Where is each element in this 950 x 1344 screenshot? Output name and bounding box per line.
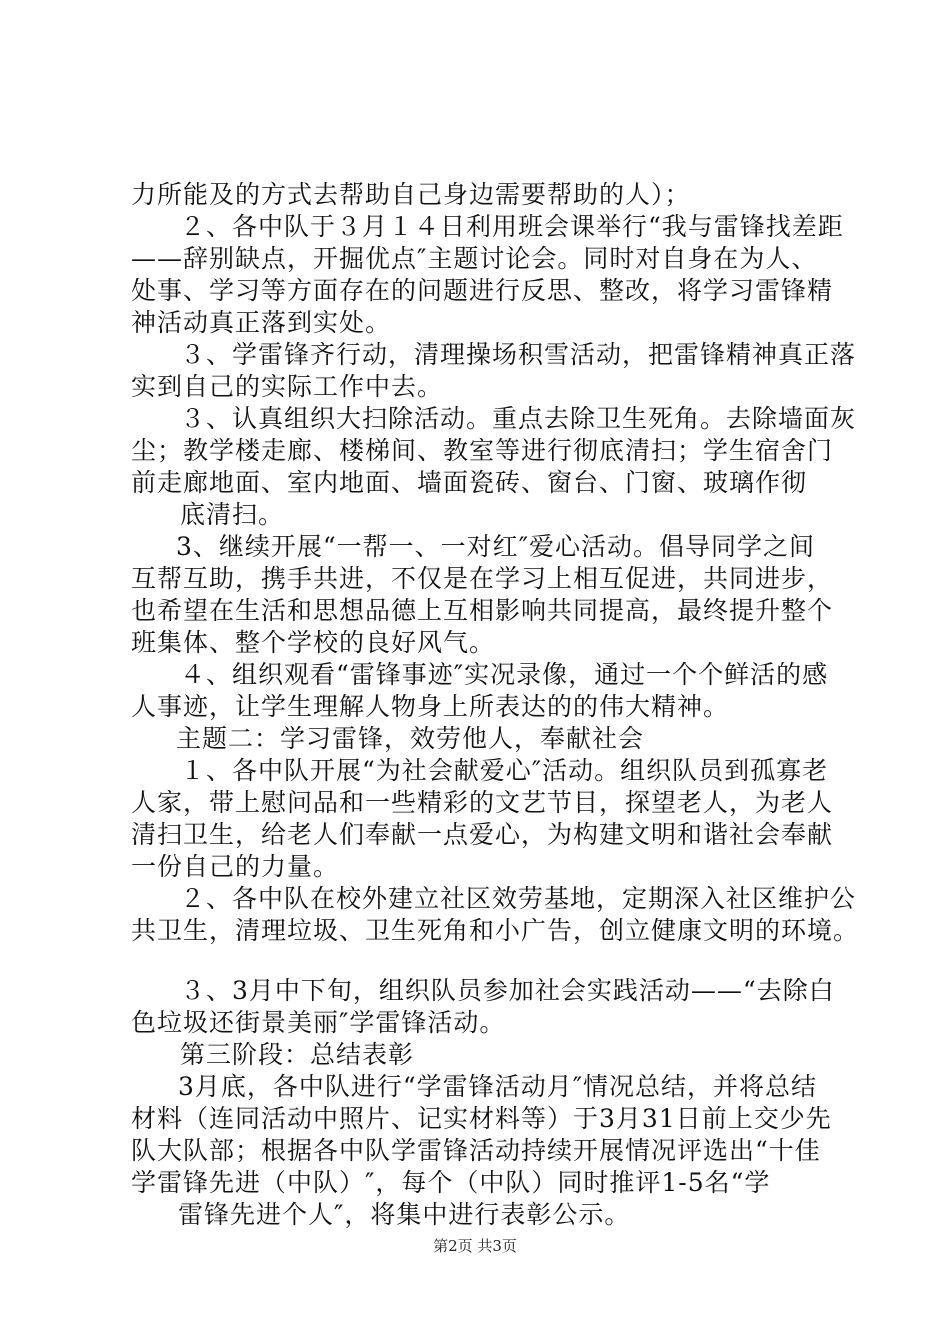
text-line: ２、各中队在校外建立社区效劳基地，定期深入社区维护公 bbox=[180, 884, 857, 913]
text-line: 学雷锋先进（中队）″，每个（中队）同时推评1-5名“学 bbox=[131, 1168, 771, 1197]
text-line: 人事迹，让学生理解人物身上所表达的的伟大精神。 bbox=[131, 692, 730, 721]
text-line: 色垃圾还街景美丽″学雷锋活动。 bbox=[131, 1008, 506, 1037]
text-line: 清扫卫生，给老人们奉献一点爱心，为构建文明和谐社会奉献 bbox=[131, 820, 834, 849]
text-line: 也希望在生活和思想品德上互相影响共同提高，最终提升整个 bbox=[131, 596, 834, 625]
text-line: 处事、学习等方面存在的问题进行反思、整改，将学习雷锋精 bbox=[131, 276, 834, 305]
text-line: 队大队部；根据各中队学雷锋活动持续开展情况评选出“十佳 bbox=[131, 1136, 821, 1165]
text-line: １、各中队开展“为社会献爱心″活动。组织队员到孤寡老 bbox=[180, 756, 829, 785]
text-line: 3月底，各中队进行“学雷锋活动月″情况总结，并将总结 bbox=[178, 1072, 818, 1101]
text-line: ４、组织观看“雷锋事迹″实况录像，通过一个个鲜活的感 bbox=[180, 660, 829, 689]
text-line: ３、3月中下旬，组织队员参加社会实践活动——“去除白 bbox=[180, 976, 835, 1005]
section-heading: 第三阶段：总结表彰 bbox=[180, 1040, 415, 1069]
text-line: 材料（连同活动中照片、记实材料等）于3月31日前上交少先 bbox=[131, 1104, 832, 1133]
text-line: 班集体、整个学校的良好风气。 bbox=[131, 628, 496, 657]
text-line: 互帮互助，携手共进，不仅是在学习上相互促进，共同进步， bbox=[131, 564, 834, 593]
section-heading: 主题二：学习雷锋，效劳他人，奉献社会 bbox=[176, 724, 645, 753]
text-line: 力所能及的方式去帮助自己身边需要帮助的人）； bbox=[131, 180, 691, 209]
text-line: 前走廊地面、室内地面、墙面瓷砖、窗台、门窗、玻璃作彻 bbox=[131, 468, 808, 497]
text-line: 3、继续开展“一帮一、一对红″爱心活动。倡导同学之间 bbox=[176, 532, 816, 561]
text-line: 雷锋先进个人″，将集中进行表彰公示。 bbox=[178, 1200, 631, 1229]
text-line: ３、认真组织大扫除活动。重点去除卫生死角。去除墙面灰 bbox=[180, 404, 857, 433]
text-line: ２、各中队于３月１４日利用班会课举行“我与雷锋找差距 bbox=[180, 212, 844, 241]
text-line: ——辞别缺点，开掘优点″主题讨论会。同时对自身在为人、 bbox=[131, 244, 818, 273]
text-line: 底清扫。 bbox=[180, 500, 285, 529]
text-line: 神活动真正落到实处。 bbox=[131, 308, 392, 337]
text-line: 共卫生，清理垃圾、卫生死角和小广告，创立健康文明的环境。 bbox=[131, 916, 860, 945]
text-line: 尘；教学楼走廊、楼梯间、教室等进行彻底清扫；学生宿舍门 bbox=[131, 436, 834, 465]
text-line: 一份自己的力量。 bbox=[131, 852, 340, 881]
text-line: ３、学雷锋齐行动，清理操场积雪活动，把雷锋精神真正落 bbox=[180, 340, 857, 369]
text-line: 实到自己的实际工作中去。 bbox=[131, 372, 444, 401]
text-line: 人家，带上慰问品和一些精彩的文艺节目，探望老人，为老人 bbox=[131, 788, 834, 817]
page-number: 第2页 共3页 bbox=[433, 1237, 517, 1255]
